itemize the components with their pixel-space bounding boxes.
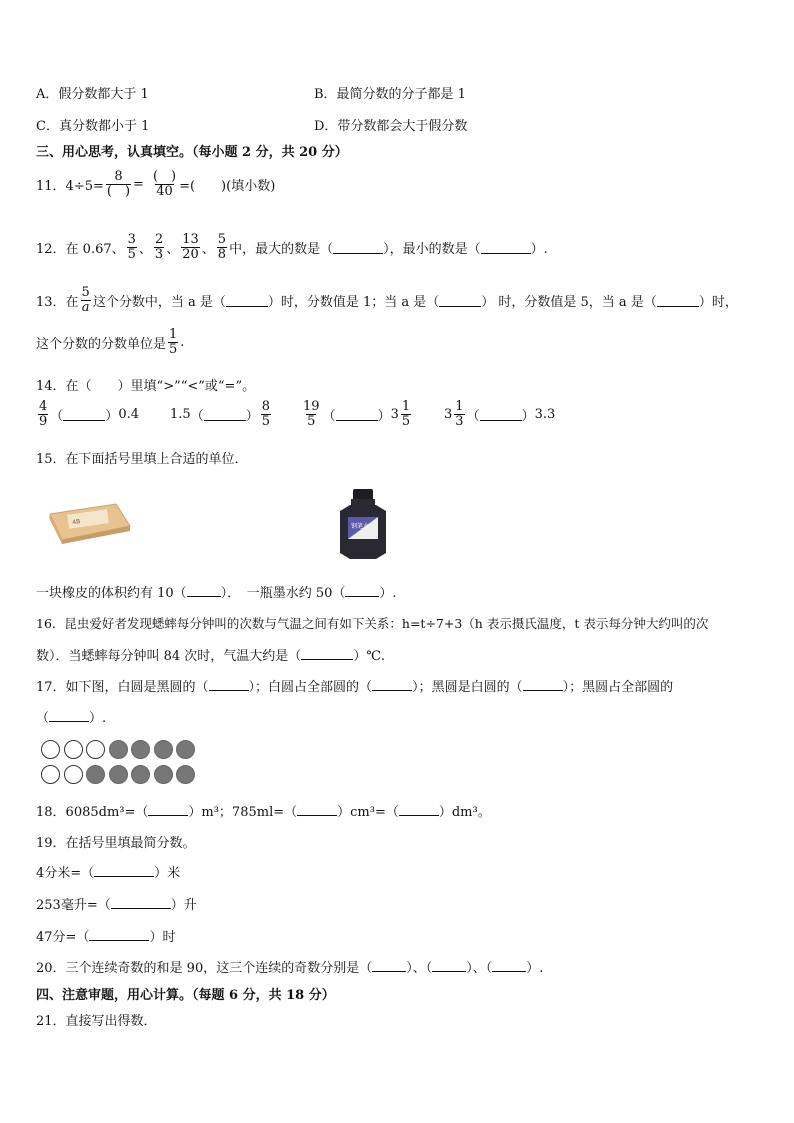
q14-i1-num: 4 bbox=[39, 399, 48, 414]
circle-figure bbox=[41, 740, 201, 786]
q14-blank-3[interactable] bbox=[336, 408, 378, 421]
q14-item-2 bbox=[170, 400, 273, 428]
q14-i2-left: 1.5 bbox=[170, 406, 191, 422]
q13-f-den: a bbox=[81, 299, 90, 315]
q14-i2-den: 5 bbox=[261, 413, 270, 429]
q12-f1-num: 3 bbox=[127, 232, 136, 247]
q14-i1-fraction bbox=[38, 400, 48, 428]
q17-blank-2[interactable] bbox=[372, 678, 412, 691]
q19-blank-1[interactable] bbox=[94, 864, 154, 877]
question-19: 19．在括号里填最简分数。 bbox=[36, 836, 196, 851]
q19-l1-text-1: 4分米=（ bbox=[36, 866, 95, 881]
q13-blank-1[interactable] bbox=[226, 294, 268, 307]
q19-blank-2[interactable] bbox=[111, 896, 171, 909]
q18-text-2: ）m³；785ml=（ bbox=[188, 805, 298, 820]
q11-prefix: 11．4÷5= bbox=[36, 178, 104, 194]
q11-f1-den: ( ) bbox=[106, 183, 131, 199]
q12-text-1: 中，最大的数是（ bbox=[229, 241, 334, 257]
question-18 bbox=[36, 801, 491, 820]
q12-blank-2[interactable] bbox=[481, 241, 531, 254]
option-a: A．假分数都大于 1 bbox=[36, 87, 149, 102]
q14-i4-right: 3.3 bbox=[534, 406, 556, 422]
q11-f2-num: ( ) bbox=[152, 169, 177, 184]
q15-blank-1[interactable] bbox=[187, 584, 221, 597]
q13-text-3: ） 时，分数值是 5，当 a 是（ bbox=[481, 294, 657, 310]
q15-text-1: 一块橡皮的体积约有 10（ bbox=[36, 586, 187, 601]
q14-i1-lp: （ bbox=[50, 408, 64, 424]
q11-f1-num: 8 bbox=[114, 169, 123, 184]
q12-prefix: 12．在 0.67、 bbox=[36, 241, 125, 257]
q14-i2-lp: （ bbox=[190, 408, 204, 424]
q12-sep-1: 、 bbox=[138, 241, 152, 257]
black-circle bbox=[86, 765, 105, 784]
q19-line-3 bbox=[36, 926, 175, 945]
q12-f4-num: 5 bbox=[217, 232, 227, 247]
q20-blank-3[interactable] bbox=[492, 959, 526, 972]
q14-i3-mden: 5 bbox=[401, 413, 411, 429]
q12-fraction-4 bbox=[217, 233, 227, 261]
q11-f2-den: 40 bbox=[156, 183, 173, 199]
q12-blank-1[interactable] bbox=[333, 241, 383, 254]
q19-l2-text-2: ）升 bbox=[170, 898, 197, 913]
q14-i4-mden: 3 bbox=[455, 413, 464, 429]
section-3-heading: 三、用心思考，认真填空。（每小题 2 分，共 20 分） bbox=[36, 145, 348, 160]
q13-end: . bbox=[180, 334, 185, 350]
question-12 bbox=[36, 233, 548, 261]
q14-i1-right: 0.4 bbox=[118, 406, 139, 422]
black-circle bbox=[154, 740, 173, 759]
q15-text-3: ）. bbox=[379, 586, 397, 601]
option-c: C．真分数都小于 1 bbox=[36, 119, 150, 134]
q20-text-1: 20．三个连续奇数的和是 90，这三个连续的奇数分别是（ bbox=[36, 961, 373, 976]
q18-text-4: ）dm³。 bbox=[438, 805, 491, 820]
q12-text-2: ），最小的数是（ bbox=[383, 241, 481, 257]
q11-suffix: =( )(填小数) bbox=[179, 178, 276, 194]
q16-blank[interactable] bbox=[301, 647, 353, 660]
q11-fraction-1 bbox=[106, 170, 131, 198]
q14-blank-4[interactable] bbox=[480, 408, 522, 421]
question-16-line-2 bbox=[36, 645, 385, 664]
question-11 bbox=[36, 170, 275, 198]
q12-f2-num: 2 bbox=[154, 232, 164, 247]
q13-f2-den: 5 bbox=[169, 341, 178, 357]
black-circle bbox=[176, 740, 195, 759]
white-circle bbox=[41, 740, 60, 759]
question-15: 15．在下面括号里填上合适的单位． bbox=[36, 452, 248, 467]
black-circle bbox=[109, 765, 128, 784]
question-17-line-2 bbox=[36, 707, 106, 726]
q15-text-2: ）． 一瓶墨水约 50（ bbox=[220, 586, 346, 601]
q12-f3-num: 13 bbox=[182, 232, 199, 247]
q14-i3-mnum: 1 bbox=[401, 399, 411, 414]
q13-fraction bbox=[81, 286, 91, 314]
q13-text-4: ）时， bbox=[698, 294, 738, 310]
q17-text-2: ）；白圆占全部圆的（ bbox=[248, 680, 373, 695]
option-b: B．最简分数的分子都是 1 bbox=[314, 87, 466, 102]
q15-blank-2[interactable] bbox=[345, 584, 379, 597]
q19-blank-3[interactable] bbox=[89, 928, 149, 941]
question-13-line-2 bbox=[36, 328, 184, 356]
q17-text-4: ）；黑圆占全部圆的 bbox=[562, 680, 674, 695]
question-17-line-1 bbox=[36, 676, 673, 695]
ink-label: 钢笔水 bbox=[351, 523, 370, 530]
q20-blank-2[interactable] bbox=[432, 959, 466, 972]
black-circle bbox=[176, 765, 195, 784]
q14-blank-1[interactable] bbox=[63, 408, 105, 421]
q14-blank-2[interactable] bbox=[204, 408, 246, 421]
q14-i3-mixed-number bbox=[391, 400, 414, 428]
q12-f1-den: 5 bbox=[127, 246, 136, 262]
q13-text-2: ）时，分数值是 1；当 a 是（ bbox=[267, 294, 440, 310]
q14-item-1 bbox=[36, 400, 139, 428]
q13-fraction-2 bbox=[168, 328, 178, 356]
q11-equals: = bbox=[133, 176, 144, 192]
q20-text-3: ）、（ bbox=[466, 961, 493, 976]
q14-i3-whole: 3 bbox=[390, 406, 399, 422]
q13-text-1: 这个分数中，当 a 是（ bbox=[92, 294, 226, 310]
q12-fraction-1 bbox=[127, 233, 137, 261]
q19-l1-text-2: ）米 bbox=[154, 866, 181, 881]
q19-line-2 bbox=[36, 894, 197, 913]
q17-text-1: 17．如下图，白圆是黑圆的（ bbox=[36, 680, 209, 695]
q19-l3-text-2: ）时 bbox=[149, 930, 176, 945]
q20-blank-1[interactable] bbox=[372, 959, 406, 972]
q14-i4-lp: （ bbox=[466, 408, 480, 424]
q18-blank-1[interactable] bbox=[148, 803, 188, 816]
q20-text-4: ）. bbox=[526, 961, 544, 976]
q16-text-2: ）℃. bbox=[353, 649, 385, 664]
q13-f2-num: 1 bbox=[169, 327, 178, 342]
eraser-label: 4B bbox=[71, 518, 81, 527]
q13-blank-3[interactable] bbox=[657, 294, 699, 307]
white-circle bbox=[64, 765, 83, 784]
q14-i2-fraction bbox=[261, 400, 271, 428]
black-circle bbox=[131, 740, 150, 759]
q14-i3-rp: ） bbox=[377, 408, 391, 424]
white-circle bbox=[64, 740, 83, 759]
q12-sep-3: 、 bbox=[201, 241, 215, 257]
q20-text-2: ）、（ bbox=[406, 961, 433, 976]
q18-blank-3[interactable] bbox=[399, 803, 439, 816]
q14-i1-den: 9 bbox=[39, 413, 48, 429]
white-circle bbox=[86, 740, 105, 759]
q14-i3-fraction bbox=[302, 400, 321, 428]
q14-i4-rp: ） bbox=[521, 408, 535, 424]
q15-answer-line bbox=[36, 582, 397, 601]
black-circle bbox=[131, 765, 150, 784]
q16-text-1: 数）．当蟋蟀每分钟叫 84 次时，气温大约是（ bbox=[36, 649, 302, 664]
q13-prefix: 13．在 bbox=[36, 294, 79, 310]
q19-line-1 bbox=[36, 862, 180, 881]
q14-item-3 bbox=[300, 400, 413, 428]
q12-sep-2: 、 bbox=[166, 241, 180, 257]
q12-fraction-2 bbox=[154, 233, 164, 261]
white-circle bbox=[41, 765, 60, 784]
q14-i1-rp: ） bbox=[105, 408, 119, 424]
q11-fraction-2 bbox=[152, 170, 177, 198]
q12-fraction-3 bbox=[181, 233, 200, 261]
q12-f4-den: 8 bbox=[217, 246, 227, 262]
q19-l2-text-1: 253毫升=（ bbox=[36, 898, 111, 913]
q18-text-3: ）cm³=（ bbox=[337, 805, 399, 820]
q12-text-3: ）. bbox=[530, 241, 548, 257]
q18-blank-2[interactable] bbox=[297, 803, 337, 816]
black-circle bbox=[109, 740, 128, 759]
q12-f2-den: 3 bbox=[154, 246, 164, 262]
q17-text-6: ）. bbox=[89, 711, 107, 726]
question-20 bbox=[36, 957, 543, 976]
q17-blank-3[interactable] bbox=[523, 678, 563, 691]
q13-line2-text: 这个分数的分数单位是 bbox=[36, 336, 167, 352]
eraser-image bbox=[46, 500, 132, 544]
q14-i4-mixed-number bbox=[444, 400, 467, 428]
q17-text-5: （ bbox=[36, 711, 50, 726]
ink-bottle-image bbox=[334, 487, 392, 561]
q13-blank-2[interactable] bbox=[439, 294, 481, 307]
q14-i4-whole: 3 bbox=[444, 406, 453, 422]
q14-i3-den: 5 bbox=[307, 413, 316, 429]
q14-item-4 bbox=[444, 400, 555, 428]
q17-blank-1[interactable] bbox=[209, 678, 249, 691]
q14-i4-mnum: 1 bbox=[455, 399, 464, 414]
question-21: 21．直接写出得数． bbox=[36, 1014, 157, 1029]
question-13-line-1 bbox=[36, 286, 738, 314]
question-14: 14．在（ ）里填“>”“<”或“=”。 bbox=[36, 379, 256, 394]
q14-i3-num: 19 bbox=[303, 399, 320, 414]
q18-text-1: 18．6085dm³=（ bbox=[36, 805, 149, 820]
q14-i3-mixed-fraction bbox=[401, 400, 411, 428]
q14-i4-mixed-fraction bbox=[454, 400, 464, 428]
q14-i2-num: 8 bbox=[261, 399, 270, 414]
q12-f3-den: 20 bbox=[182, 246, 199, 262]
black-circle bbox=[154, 765, 173, 784]
question-16-line-1: 16．昆虫爱好者发现蟋蟀每分钟叫的次数与气温之间有如下关系：h=t÷7+3（h 表示摄氏温度，t 表示每分钟大约叫的次 bbox=[36, 616, 709, 631]
q19-l3-text-1: 47分=（ bbox=[36, 930, 90, 945]
option-d: D．带分数都会大于假分数 bbox=[314, 119, 468, 134]
q17-text-3: ）；黑圆是白圆的（ bbox=[412, 680, 523, 695]
q13-f-num: 5 bbox=[81, 285, 90, 300]
q17-blank-4[interactable] bbox=[49, 709, 89, 722]
section-4-heading: 四、注意审题，用心计算。（每题 6 分，共 18 分） bbox=[36, 988, 335, 1003]
q14-i3-lp: （ bbox=[322, 408, 336, 424]
q14-i2-rp: ） bbox=[245, 408, 259, 424]
